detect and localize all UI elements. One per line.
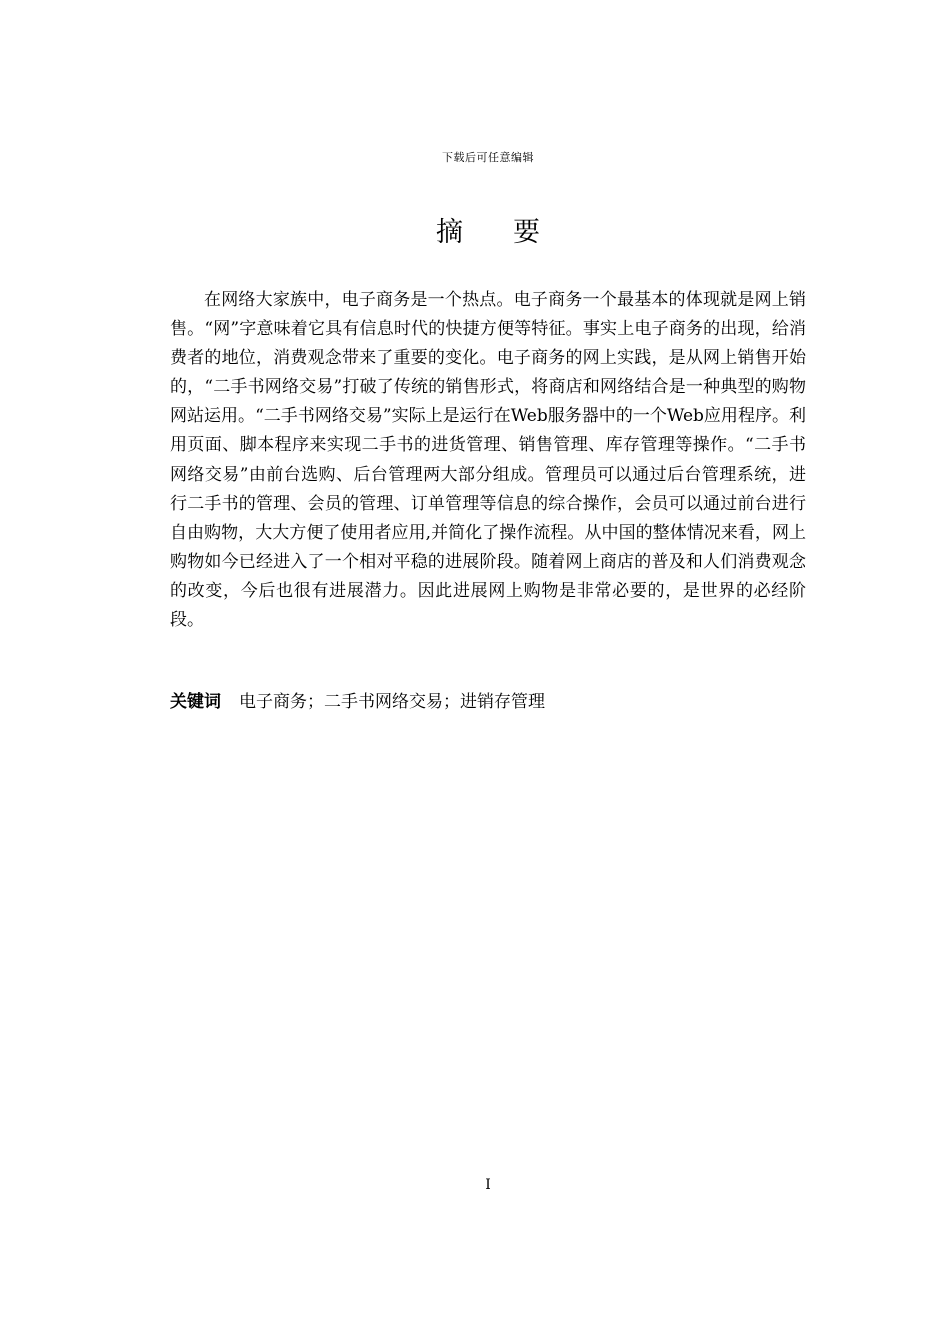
page-title bbox=[0, 215, 950, 251]
page-number: I bbox=[485, 1177, 491, 1193]
keywords-line bbox=[170, 688, 806, 717]
keywords-value: 电子商务；二手书网络交易；进销存管理 bbox=[239, 692, 545, 712]
abstract-paragraph: 在网络大家族中，电子商务是一个热点。电子商务一个最基本的体现就是网上销售。“网”字意味着它具有信息时代的快捷方便等特征。事实上电子商务的出现，给消费者的地位，消费观念带来了重要的变化。电子商务的网上实践，是从网上销售开始的，“二手书网络交易”打破了传统的销售形式，将商店和网络结合是一种典型的购物网站运用。“二手书网络交易”实际上是运行在Web服务器中的一个Web应用程序。利用页面、脚本程序来实现二手书的进货管理、销售管理、库存管理等操作。“二手书网络交易”由前台选购、后台管理两大部分组成。管理员可以通过后台管理系统，进行二手书的管理、会员的管理、订单管理等信息的综合操作，会员可以通过前台进行自由购物，大大方便了使用者应用,并简化了操作流程。从中国的整体情况来看，网上购物如今已经进入了一个相对平稳的进展阶段。随着网上商店的普及和人们消费观念的改变，今后也很有进展潜力。因此进展网上购物是非常必要的，是世界的必经阶段。 bbox=[170, 290, 806, 631]
header-note: 下载后可任意编辑 bbox=[442, 151, 534, 164]
title-char-1: 摘 bbox=[436, 217, 463, 248]
title-char-2: 要 bbox=[513, 217, 540, 248]
keywords-label: 关键词 bbox=[170, 692, 221, 712]
